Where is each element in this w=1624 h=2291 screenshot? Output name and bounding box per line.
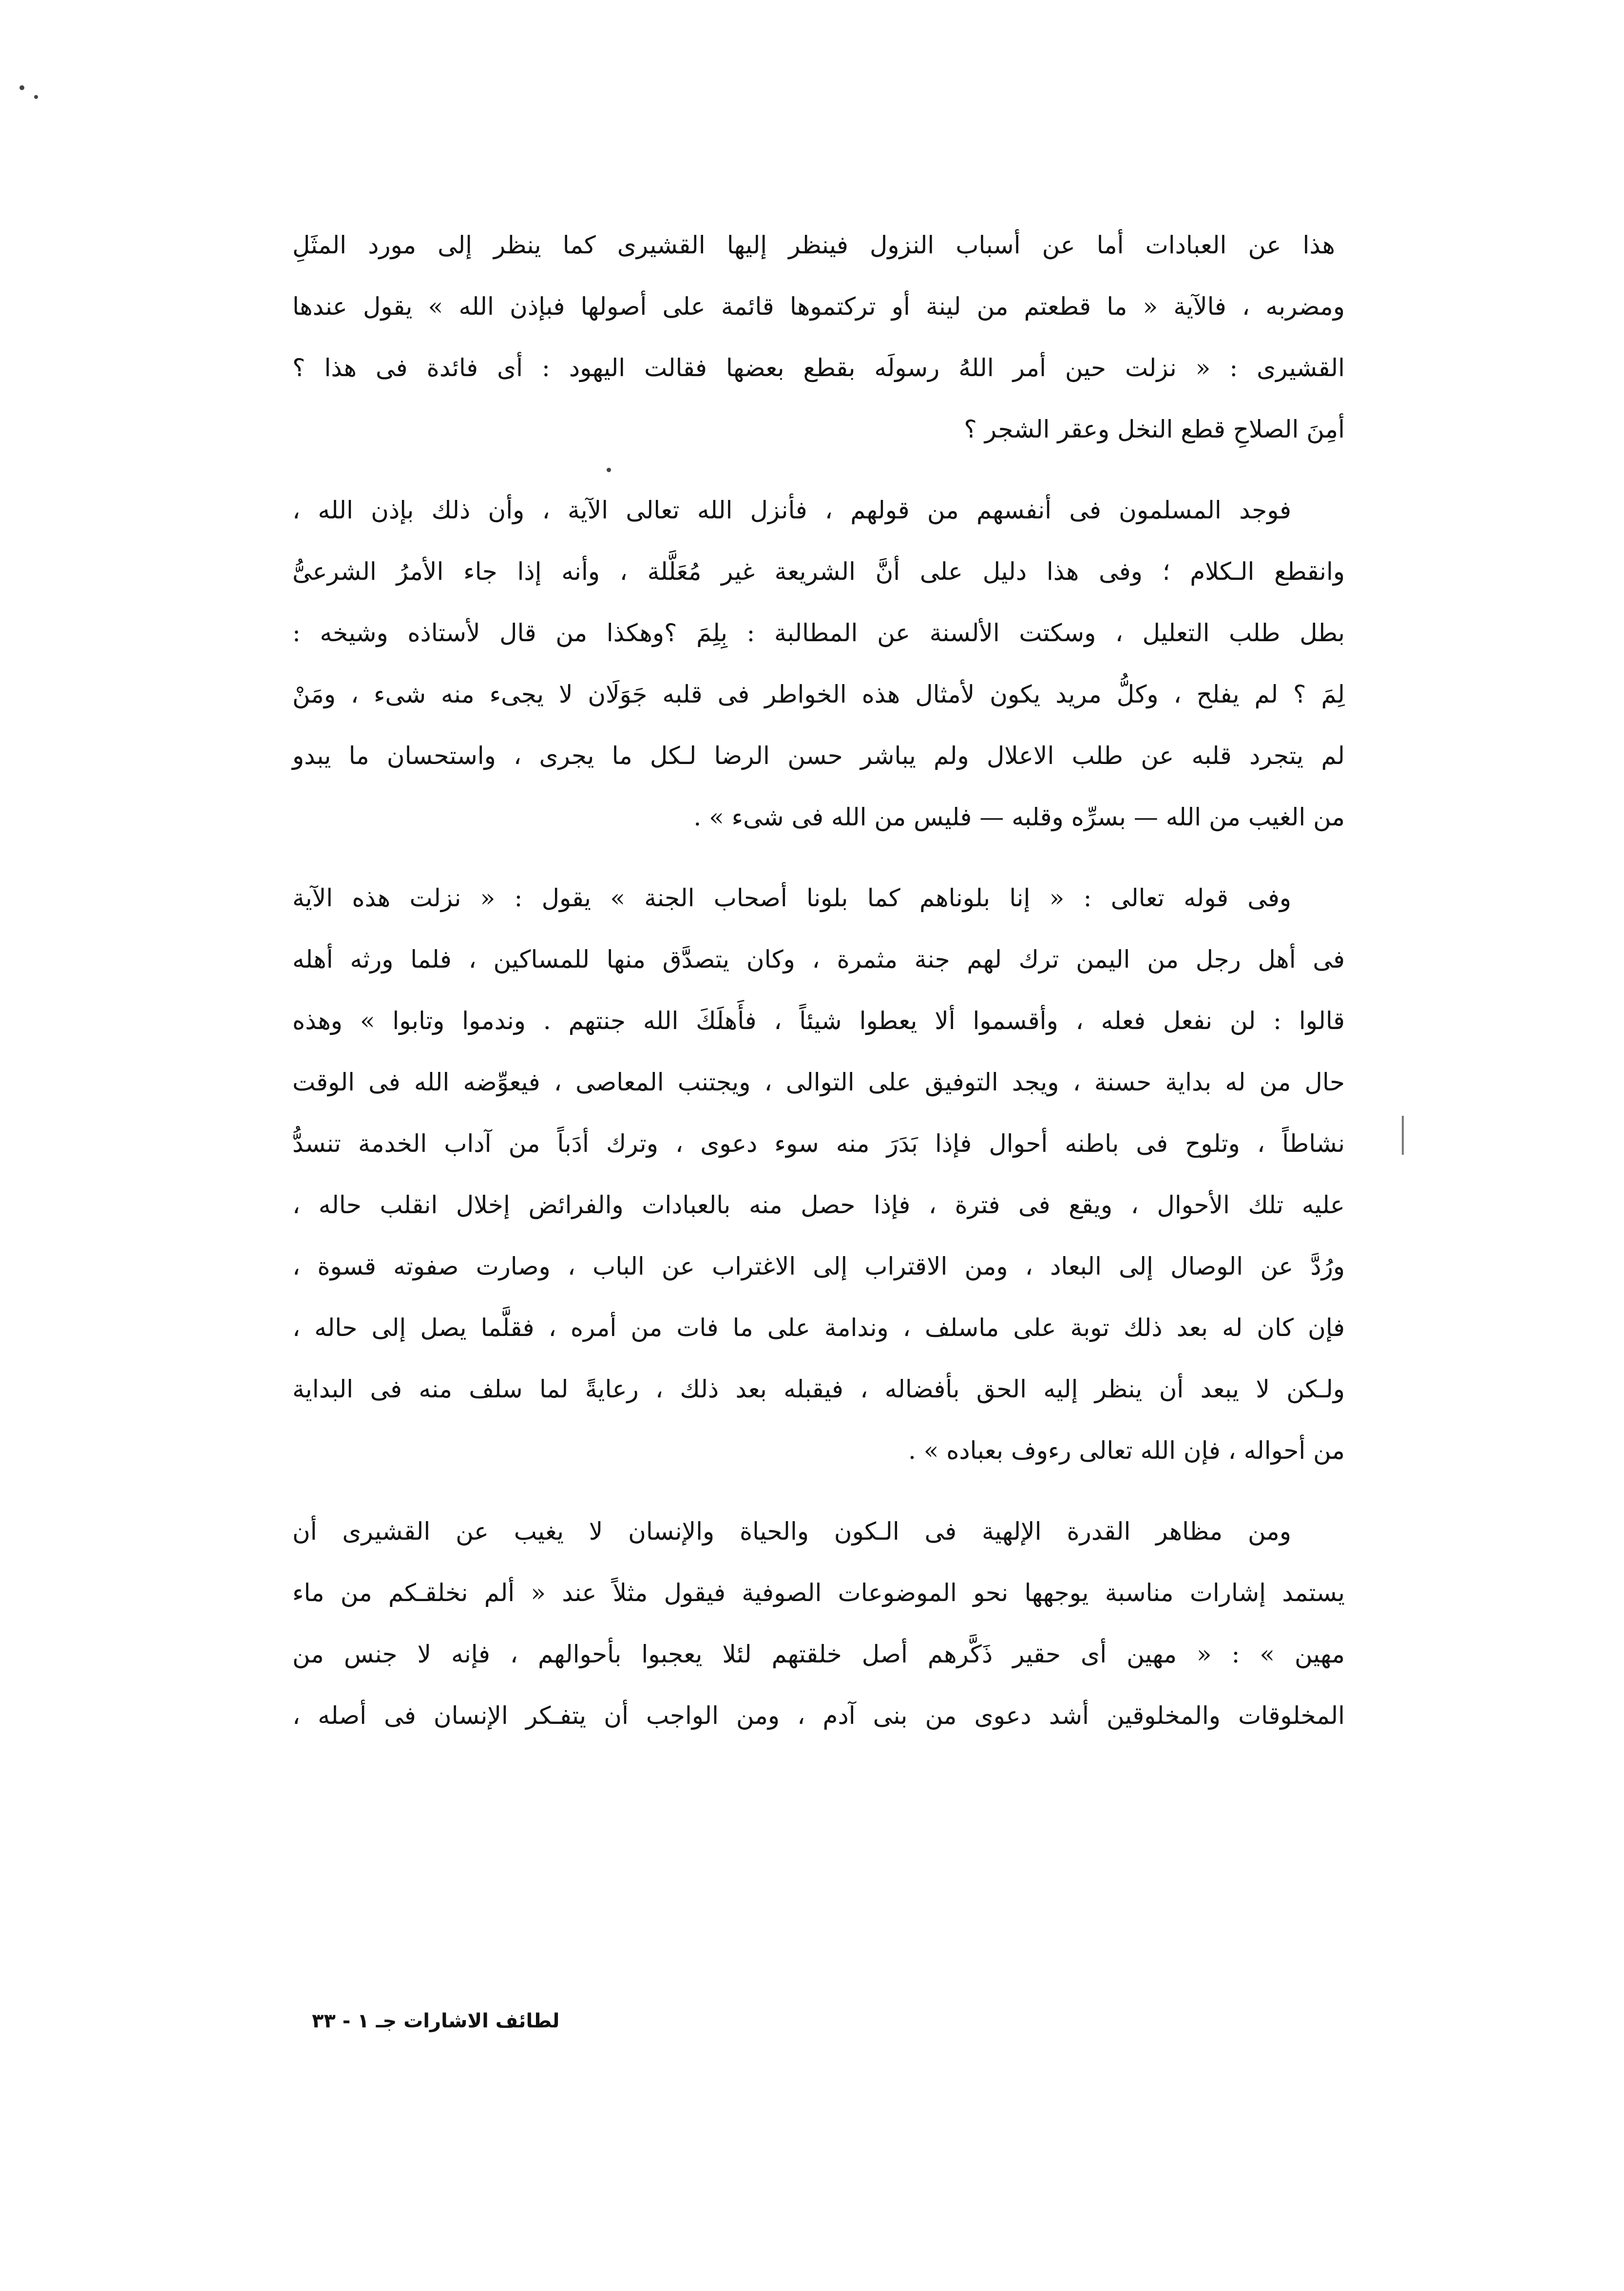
text-line: وانقطع الـكلام ؛ وفى هذا دليل على أنَّ الشريعة غير مُعَلَّلة ، وأنه إذا جاء الأمرُ الشرعىُّ: [292, 557, 1345, 586]
text-line: هذا عن العبادات أما عن أسباب النزول فينظر إليها القشيرى كما ينظر إلى مورد المثَلِ: [292, 231, 1335, 259]
text-line: نشاطاً ، وتلوح فى باطنه أحوال فإذا بَدَرَ منه سوء دعوى ، وترك أدَباً من آداب الخدمة تنسدُّ: [292, 1129, 1345, 1158]
text-line: من الغيب من الله — بسرِّه وقلبه — فليس من الله فى شىء » .: [693, 803, 1345, 831]
paragraph-1: [292, 214, 1345, 460]
text-line: ومضربه ، فالآية « ما قطعتم من لينة أو تركتموها قائمة على أصولها فبإذن الله » يقول عندها: [292, 292, 1345, 321]
paragraph-4: [292, 1501, 1345, 1746]
text-line: فى أهل رجل من اليمن ترك لهم جنة مثمرة ، وكان يتصدَّق منها للمساكين ، فلما ورثه أهله: [292, 945, 1345, 974]
text-line: لِمَ ؟ لم يفلح ، وكلُّ مريد يكون لأمثال هذه الخواطر فى قلبه جَوَلَان لا يجىء منه شىء ، ومَنْ: [292, 680, 1345, 708]
text-line: بطل طلب التعليل ، وسكتت الألسنة عن المطالبة : بِلِمَ ؟وهكذا من قال لأستاذه وشيخه :: [292, 619, 1345, 647]
text-line: ورُدَّ عن الوصال إلى البعاد ، ومن الاقتراب إلى الاغتراب عن الباب ، وصارت صفوته قسوة ،: [292, 1252, 1345, 1280]
scan-speck: [607, 468, 611, 472]
text-line: القشيرى : « نزلت حين أمر اللهُ رسولَه بقطع بعضها فقالت اليهود : أى فائدة فى هذا ؟: [292, 354, 1345, 382]
footer-book-title: لطائف الاشارات جـ ١ -: [342, 2010, 560, 2032]
text-line: ولـكن لا يبعد أن ينظر إليه الحق بأفضاله ، فيقبله بعد ذلك ، رعايةً لما سلف منه فى البداية: [292, 1375, 1345, 1403]
paragraph-3: [292, 867, 1345, 1481]
text-line: حال من له بداية حسنة ، ويجد التوفيق على التوالى ، ويجتنب المعاصى ، فيعوِّضه الله فى الوقت: [292, 1068, 1345, 1096]
text-line: وفى قوله تعالى : « إنا بلوناهم كما بلونا أصحاب الجنة » يقول : « نزلت هذه الآية: [292, 884, 1291, 912]
text-line: المخلوقات والمخلوقين أشد دعوى من بنى آدم ، ومن الواجب أن يتفـكر الإنسان فى أصله ،: [292, 1701, 1345, 1730]
scan-speck: [19, 85, 24, 90]
body-text: [292, 214, 1345, 1766]
text-line: مهين » : « مهين أى حقير ذَكَّرهم أصل خلقتهم لئلا يعجبوا بأحوالهم ، فإنه لا جنس من: [292, 1640, 1345, 1668]
text-line: فوجد المسلمون فى أنفسهم من قولهم ، فأنزل الله تعالى الآية ، وأن ذلك بإذن الله ،: [292, 496, 1291, 524]
text-line: فإن كان له بعد ذلك توبة على ماسلف ، وندامة على ما فات من أمره ، فقلَّما يصل إلى حاله ،: [292, 1314, 1345, 1342]
text-line: لم يتجرد قلبه عن طلب الاعلال ولم يباشر حسن الرضا لـكل ما يجرى ، واستحسان ما يبدو: [292, 742, 1345, 770]
paragraph-2: [292, 479, 1345, 848]
scan-margin-mark: [1402, 1116, 1404, 1155]
footer-page-number: ٣٣: [312, 2010, 336, 2032]
text-line: قالوا : لن نفعل فعله ، وأقسموا ألا يعطوا شيئاً ، فأَهلَكَ الله جنتهم . وندموا وتابوا » وهذه: [292, 1007, 1345, 1035]
page-footer: [312, 2010, 559, 2032]
text-line: من أحواله ، فإن الله تعالى رءوف بعباده » .: [908, 1436, 1345, 1465]
scan-speck: [34, 95, 38, 99]
text-line: أمِنَ الصلاحِ قطع النخل وعقر الشجر ؟: [964, 415, 1345, 443]
text-line: يستمد إشارات مناسبة يوجهها نحو الموضوعات الصوفية فيقول مثلاً عند « ألم نخلقـكم من ماء: [292, 1579, 1345, 1607]
text-line: ومن مظاهر القدرة الإلهية فى الـكون والحياة والإنسان لا يغيب عن القشيرى أن: [292, 1517, 1291, 1546]
text-line: عليه تلك الأحوال ، ويقع فى فترة ، فإذا حصل منه بالعبادات والفرائض إخلال انقلب حاله ،: [292, 1191, 1345, 1219]
